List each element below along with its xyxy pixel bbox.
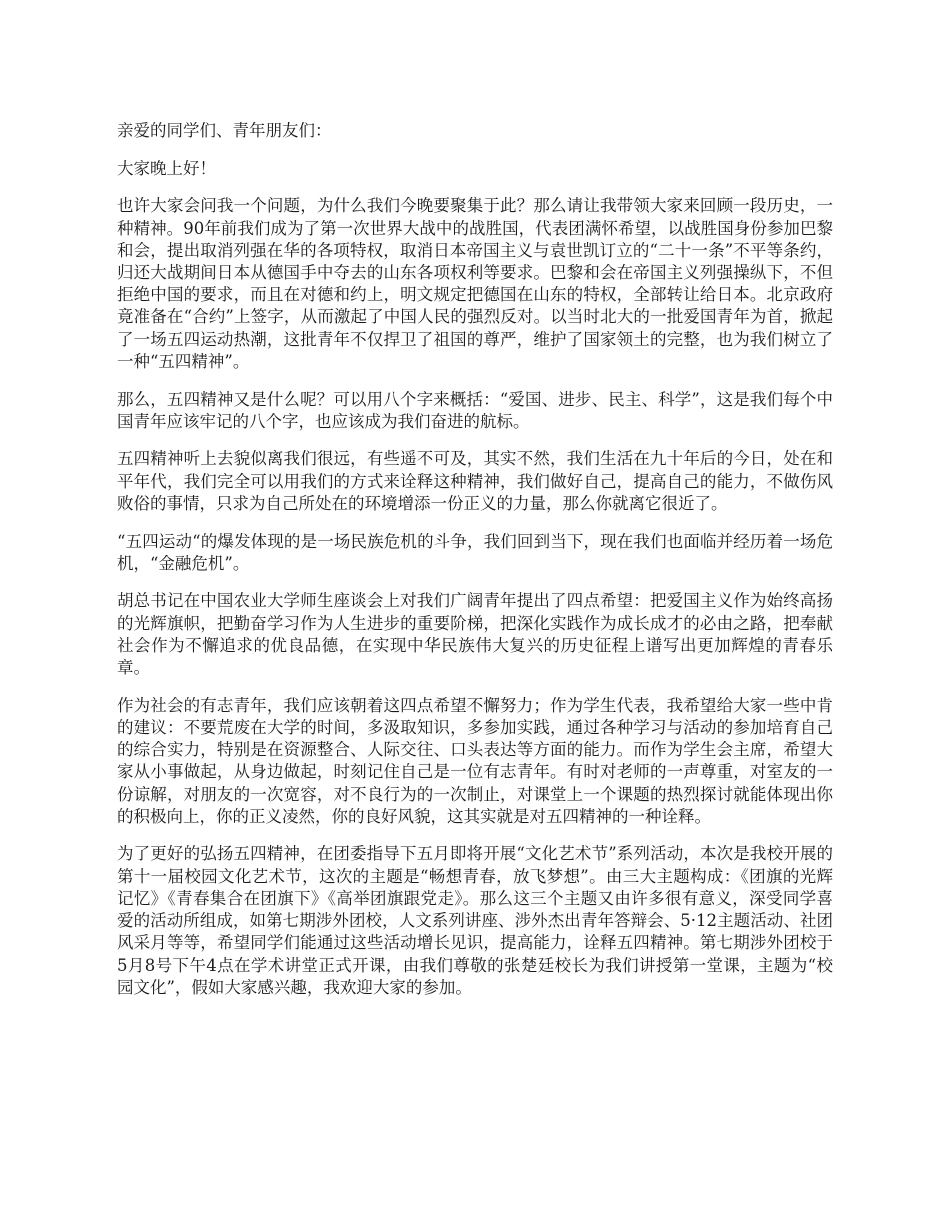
paragraph-spirit-today: 五四精神听上去貌似离我们很远，有些遥不可及，其实不然，我们生活在九十年后的今日，处在和平年代，我们完全可以用我们的方式来诠释这种精神，我们做好自己，提高自己的能力，不做伤风败俗的事情，只求为自己所处在的环境增添一份正义的力量，那么你就离它很近了。 xyxy=(117,449,833,513)
paragraph-festival: 为了更好的弘扬五四精神，在团委指导下五月即将开展“文化艺术节”系列活动，本次是我校开展的第十一届校园文化艺术节，这次的主题是“畅想青春，放飞梦想”。由三大主题构成：《团旗的光辉记忆》《青春集合在团旗下》《高举团旗跟党走》。那么这三个主题又由许多很有意义，深受同学喜爱的活动所组成，如第七期涉外团校，人文系列讲座、涉外杰出青年答辩会、5·12主题活动、社团风采月等等，希望同学们能通过这些活动增长见识，提高能力，诠释五四精神。第七期涉外团校于5月8号下午4点在学术讲堂正式开课，由我们尊敬的张楚廷校长为我们讲授第一堂课，主题为“校园文化”，假如大家感兴趣，我欢迎大家的参加。 xyxy=(117,844,833,997)
paragraph-advice: 作为社会的有志青年，我们应该朝着这四点希望不懈努力；作为学生代表，我希望给大家一些中肯的建议：不要荒废在大学的时间，多汲取知识，多参加实践，通过各种学习与活动的参加培育自己的综合实力，特别是在资源整合、人际交往、口头表达等方面的能力。而作为学生会主席，希望大家从小事做起，从身边做起，时刻记住自己是一位有志青年。有时对老师的一声尊重，对室友的一份谅解，对朋友的一次宽容，对不良行为的一次制止，对课堂上一个课题的热烈探讨就能体现出你的积极向上，你的正义凌然，你的良好风貌，这其实就是对五四精神的一种诠释。 xyxy=(117,695,833,826)
salutation: 亲爱的同学们、青年朋友们： xyxy=(117,121,332,140)
paragraph-history: 也许大家会问我一个问题，为什么我们今晚要聚集于此？那么请让我带领大家来回顾一段历史，一种精神。90年前我们成为了第一次世界大战中的战胜国，代表团满怀希望，以战胜国身份参加巴黎和会，提出取消列强在华的各项特权，取消日本帝国主义与袁世凯订立的“二十一条”不平等条约，归还大战期间日本从德国手中夺去的山东各项权利等要求。巴黎和会在帝国主义列强操纵下，不但拒绝中国的要求，而且在对德和约上，明文规定把德国在山东的特权，全部转让给日本。北京政府竟准备在“合约”上签字，从而激起了中国人民的强烈反对。以当时北大的一批爱国青年为首，掀起了一场五四运动热潮，这批青年不仅捍卫了祖国的尊严，维护了国家领土的完整，也为我们树立了一种“五四精神”。 xyxy=(117,196,833,371)
paragraph-four-hopes: 胡总书记在中国农业大学师生座谈会上对我们广阔青年提出了四点希望：把爱国主义作为始终高扬的光辉旗帜，把勤奋学习作为人生进步的重要阶梯，把深化实践作为成长成才的必由之路，把奉献社会作为不懈追求的优良品德，在实现中华民族伟大复兴的历史征程上谱写出更加辉煌的青春乐章。 xyxy=(117,591,833,678)
document-body xyxy=(117,120,833,1014)
greeting: 大家晚上好！ xyxy=(117,158,216,178)
paragraph-crisis: “五四运动“的爆发体现的是一场民族危机的斗争，我们回到当下，现在我们也面临并经历着一场危机，“金融危机”。 xyxy=(117,531,833,573)
paragraph-spirit-definition: 那么，五四精神又是什么呢？可以用八个字来概括：“爱国、进步、民主、科学”，这是我们每个中国青年应该牢记的八个字，也应该成为我们奋进的航标。 xyxy=(117,389,833,431)
